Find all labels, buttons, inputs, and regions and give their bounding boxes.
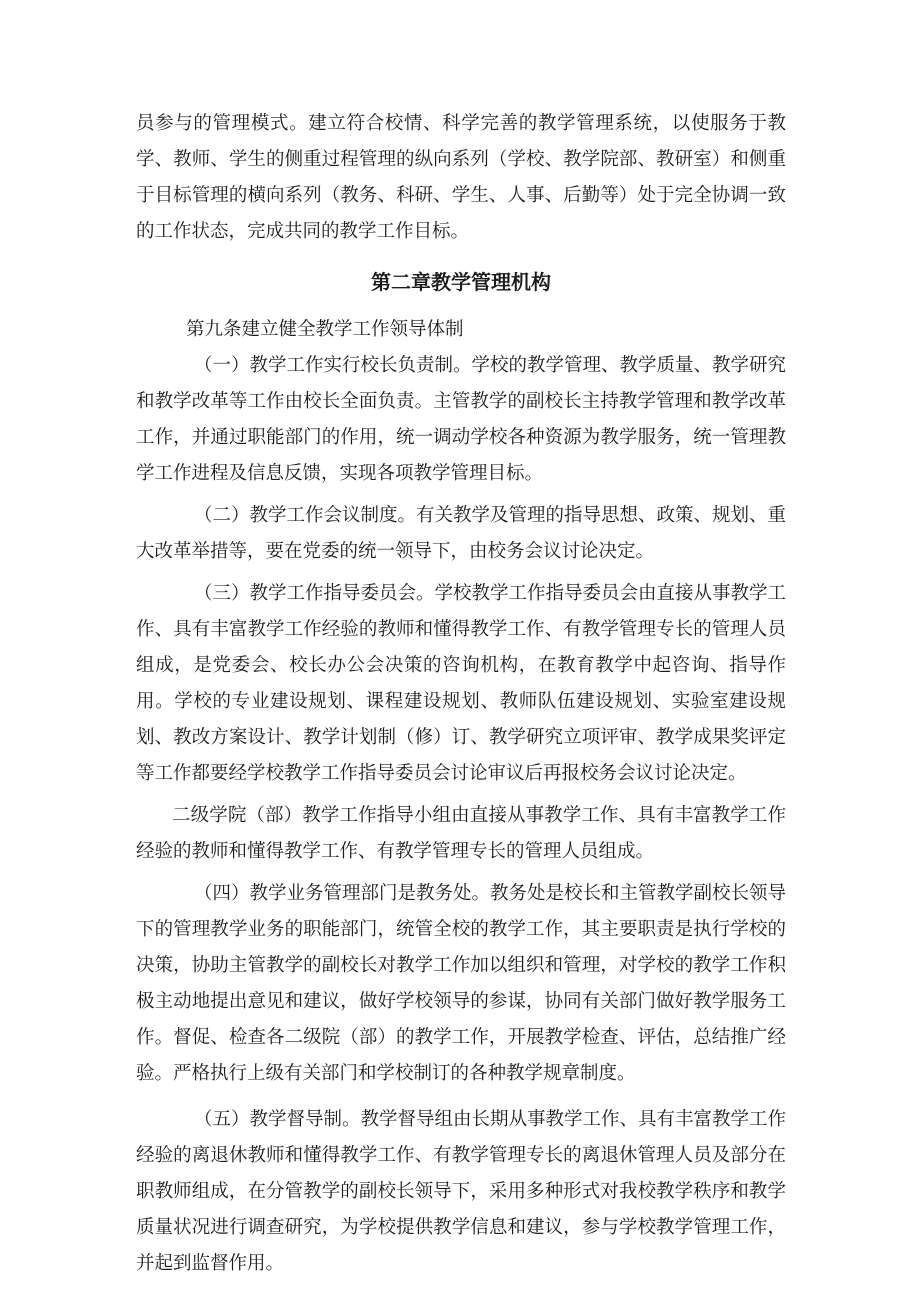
item-paragraph-4: （四）教学业务管理部门是教务处。教务处是校长和主管教学副校长领导下的管理教学业务的职能部门，统管全校的教学工作，其主要职责是执行学校的决策，协助主管教学的副校长对教学工作加以组织和管理，对学校的教学工作积极主动地提出意见和建议，做好学校领导的参谋，协同有关部门做好教学服务工作。督促、检查各二级院（部）的教学工作，开展教学检查、评估，总结推广经验。严格执行上级有关部门和学校制订的各种教学规章制度。 <box>136 883 787 1084</box>
article-heading: 第九条建立健全教学工作领导体制 <box>186 319 464 340</box>
item-paragraph-1: （一）教学工作实行校长负责制。学校的教学管理、教学质量、教学研究和教学改革等工作由校长全面负责。主管教学的副校长主持教学管理和教学改革工作，并通过职能部门的作用，统一调动学校各种资源为教学服务，统一管理教学工作进程及信息反馈，实现各项教学管理目标。 <box>136 355 787 484</box>
item-paragraph-2: （二）教学工作会议制度。有关教学及管理的指导思想、政策、规划、重大改革举措等，要在党委的统一领导下，由校务会议讨论决定。 <box>136 505 787 562</box>
document-body <box>136 106 786 1282</box>
sub-paragraph-secondary-college: 二级学院（部）教学工作指导小组由直接从事教学工作、具有丰富教学工作经验的教师和懂得教学工作、有教学管理专长的管理人员组成。 <box>136 805 786 862</box>
intro-paragraph: 员参与的管理模式。建立符合校情、科学完善的教学管理系统，以使服务于教学、教师、学生的侧重过程管理的纵向系列（学校、教学院部、教研室）和侧重于目标管理的横向系列（教务、科研、学生、人事、后勤等）处于完全协调一致的工作状态，完成共同的教学工作目标。 <box>136 113 786 242</box>
item-paragraph-5: （五）教学督导制。教学督导组由长期从事教学工作、具有丰富教学工作经验的离退休教师和懂得教学工作、有教学管理专长的离退休管理人员及部分在职教师组成，在分管教学的副校长领导下，采用多种形式对我校教学秩序和教学质量状况进行调查研究，为学校提供教学信息和建议，参与学校教学管理工作，并起到监督作用。 <box>136 1109 787 1274</box>
item-paragraph-3: （三）教学工作指导委员会。学校教学工作指导委员会由直接从事教学工作、具有丰富教学工作经验的教师和懂得教学工作、有教学管理专长的管理人员组成，是党委会、校长办公会决策的咨询机构，在教育教学中起咨询、指导作用。学校的专业建设规划、课程建设规划、教师队伍建设规划、实验室建设规划、教改方案设计、教学计划制（修）订、教学研究立项评审、教学成果奖评定等工作都要经学校教学工作指导委员会讨论审议后再报校务会议讨论决定。 <box>136 583 787 784</box>
chapter-title: 第二章教学管理机构 <box>371 270 551 294</box>
